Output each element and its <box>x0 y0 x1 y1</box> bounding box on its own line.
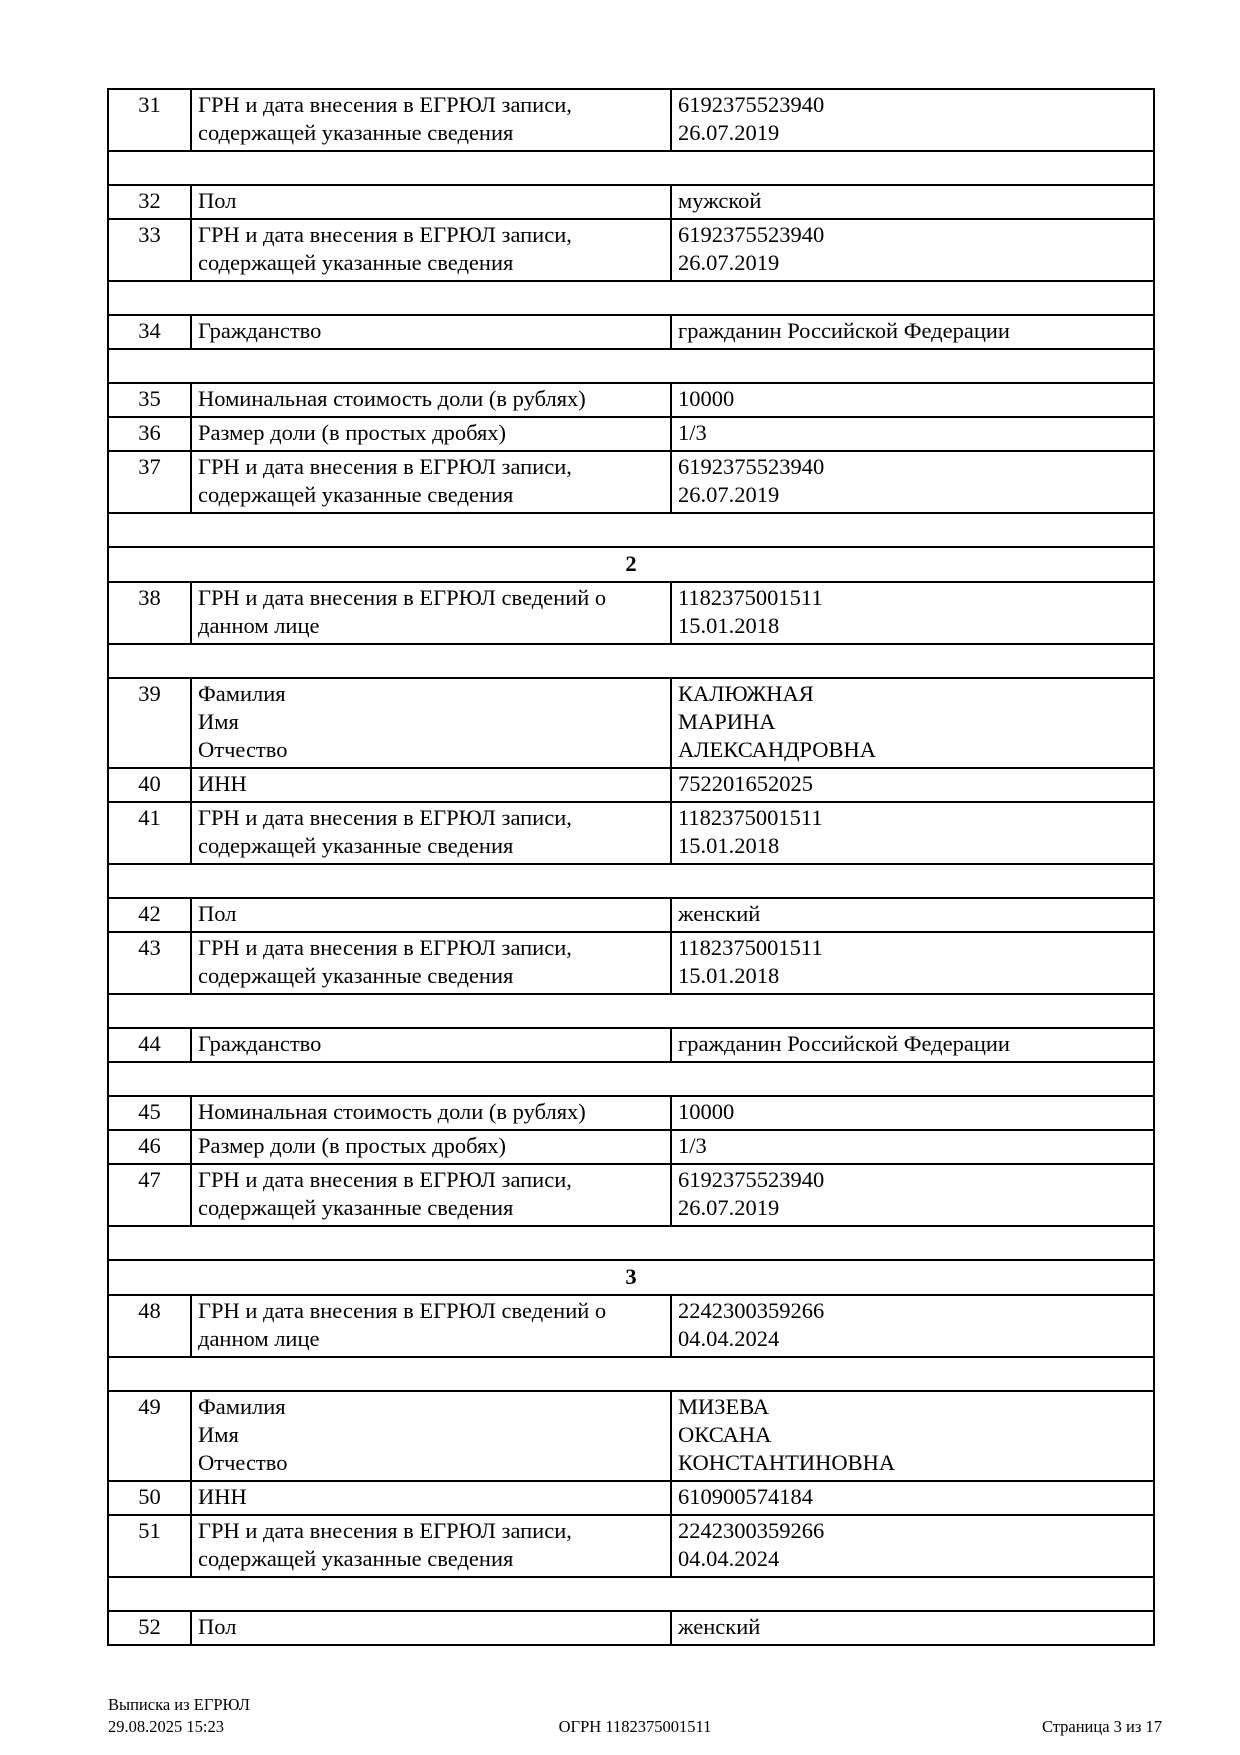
row-label <box>191 1096 671 1130</box>
spacer-cell <box>108 349 1154 383</box>
cell-line: Отчество <box>198 737 288 762</box>
cell-line: 1/3 <box>678 420 707 445</box>
cell-line: ГРН и дата внесения в ЕГРЮЛ сведений о <box>198 1298 607 1323</box>
row-number: 51 <box>108 1515 191 1577</box>
cell-line: Пол <box>198 188 237 213</box>
cell-line: 6192375523940 <box>678 92 825 117</box>
row-value <box>671 1096 1154 1130</box>
cell-line: содержащей указанные сведения <box>198 1546 514 1571</box>
row-value <box>671 1481 1154 1515</box>
row-number: 48 <box>108 1295 191 1357</box>
cell-line: 1182375001511 <box>678 805 823 830</box>
row-label <box>191 1028 671 1062</box>
section-number: 2 <box>108 547 1154 582</box>
section-number: 3 <box>108 1260 1154 1295</box>
table-row-43 <box>108 932 1154 994</box>
row-label <box>191 315 671 349</box>
row-value <box>671 185 1154 219</box>
footer-doc-title: Выписка из ЕГРЮЛ <box>108 1695 250 1714</box>
row-value <box>671 768 1154 802</box>
cell-line: содержащей указанные сведения <box>198 482 514 507</box>
cell-line: Отчество <box>198 1450 288 1475</box>
row-value <box>671 1391 1154 1481</box>
cell-line: ГРН и дата внесения в ЕГРЮЛ записи, <box>198 454 572 479</box>
cell-line: ГРН и дата внесения в ЕГРЮЛ записи, <box>198 805 572 830</box>
cell-line: 15.01.2018 <box>678 833 780 858</box>
row-label <box>191 932 671 994</box>
row-number: 46 <box>108 1130 191 1164</box>
cell-line: Размер доли (в простых дробях) <box>198 1133 507 1158</box>
cell-line: 15.01.2018 <box>678 613 780 638</box>
cell-line: 26.07.2019 <box>678 482 780 507</box>
cell-line: Номинальная стоимость доли (в рублях) <box>198 386 586 411</box>
table-row-47 <box>108 1164 1154 1226</box>
row-label <box>191 219 671 281</box>
table-row-44 <box>108 1028 1154 1062</box>
row-number: 39 <box>108 678 191 768</box>
row-number: 52 <box>108 1611 191 1645</box>
cell-line: Размер доли (в простых дробях) <box>198 420 507 445</box>
row-label <box>191 1515 671 1577</box>
table-row-33 <box>108 219 1154 281</box>
cell-line: МАРИНА <box>678 709 776 734</box>
row-label <box>191 898 671 932</box>
cell-line: 610900574184 <box>678 1484 813 1509</box>
cell-line: 1182375001511 <box>678 585 823 610</box>
cell-line: ГРН и дата внесения в ЕГРЮЛ записи, <box>198 935 572 960</box>
table-row-41 <box>108 802 1154 864</box>
cell-line: ГРН и дата внесения в ЕГРЮЛ записи, <box>198 1167 572 1192</box>
spacer-row <box>108 349 1154 383</box>
cell-line: 6192375523940 <box>678 454 825 479</box>
cell-line: КАЛЮЖНАЯ <box>678 681 814 706</box>
table-row-32 <box>108 185 1154 219</box>
row-value <box>671 1295 1154 1357</box>
cell-line: Фамилия <box>198 1394 286 1419</box>
row-value <box>671 1611 1154 1645</box>
footer-ogrn: ОГРН 1182375001511 <box>558 1717 712 1736</box>
cell-line: гражданин Российской Федерации <box>678 318 1010 343</box>
row-value <box>671 315 1154 349</box>
cell-line: 15.01.2018 <box>678 963 780 988</box>
cell-line: 2242300359266 <box>678 1298 825 1323</box>
row-value <box>671 451 1154 513</box>
row-label <box>191 417 671 451</box>
row-label <box>191 768 671 802</box>
cell-line: Гражданство <box>198 318 322 343</box>
cell-line: 10000 <box>678 1099 735 1124</box>
row-label <box>191 678 671 768</box>
footer-timestamp: 29.08.2025 15:23 <box>108 1717 224 1736</box>
cell-line: мужской <box>678 188 762 213</box>
cell-line: содержащей указанные сведения <box>198 963 514 988</box>
spacer-cell <box>108 644 1154 678</box>
cell-line: гражданин Российской Федерации <box>678 1031 1010 1056</box>
table-row-34 <box>108 315 1154 349</box>
cell-line: Имя <box>198 1422 239 1447</box>
row-number: 50 <box>108 1481 191 1515</box>
cell-line: 26.07.2019 <box>678 120 780 145</box>
row-label <box>191 1295 671 1357</box>
spacer-row <box>108 513 1154 547</box>
spacer-row <box>108 864 1154 898</box>
table-row-42 <box>108 898 1154 932</box>
cell-line: данном лице <box>198 613 320 638</box>
row-number: 40 <box>108 768 191 802</box>
cell-line: КОНСТАНТИНОВНА <box>678 1450 896 1475</box>
row-label <box>191 1130 671 1164</box>
cell-line: ГРН и дата внесения в ЕГРЮЛ записи, <box>198 92 572 117</box>
cell-line: женский <box>678 901 761 926</box>
row-number: 37 <box>108 451 191 513</box>
row-number: 49 <box>108 1391 191 1481</box>
spacer-cell <box>108 513 1154 547</box>
row-number: 31 <box>108 89 191 151</box>
footer-left-block <box>108 1694 1162 1738</box>
section-header-row <box>108 1260 1154 1295</box>
section-header-row <box>108 547 1154 582</box>
cell-line: 04.04.2024 <box>678 1326 780 1351</box>
cell-line: 1182375001511 <box>678 935 823 960</box>
table-row-37 <box>108 451 1154 513</box>
cell-line: содержащей указанные сведения <box>198 250 514 275</box>
cell-line: содержащей указанные сведения <box>198 1195 514 1220</box>
spacer-cell <box>108 864 1154 898</box>
row-number: 47 <box>108 1164 191 1226</box>
cell-line: 752201652025 <box>678 771 813 796</box>
cell-line: 10000 <box>678 386 735 411</box>
table-row-52 <box>108 1611 1154 1645</box>
row-number: 45 <box>108 1096 191 1130</box>
cell-line: содержащей указанные сведения <box>198 833 514 858</box>
footer-page-number: Страница 3 из 17 <box>1041 1717 1162 1736</box>
cell-line: ГРН и дата внесения в ЕГРЮЛ сведений о <box>198 585 607 610</box>
table-row-31 <box>108 89 1154 151</box>
row-number: 43 <box>108 932 191 994</box>
table-row-49 <box>108 1391 1154 1481</box>
table-row-35 <box>108 383 1154 417</box>
cell-line: 26.07.2019 <box>678 250 780 275</box>
row-label <box>191 582 671 644</box>
registry-table-body <box>108 89 1154 1645</box>
spacer-row <box>108 1577 1154 1611</box>
spacer-row <box>108 1062 1154 1096</box>
cell-line: 2242300359266 <box>678 1518 825 1543</box>
spacer-cell <box>108 1577 1154 1611</box>
table-row-36 <box>108 417 1154 451</box>
row-value <box>671 932 1154 994</box>
table-row-51 <box>108 1515 1154 1577</box>
table-row-50 <box>108 1481 1154 1515</box>
cell-line: 26.07.2019 <box>678 1195 780 1220</box>
spacer-cell <box>108 994 1154 1028</box>
row-label <box>191 185 671 219</box>
row-value <box>671 1515 1154 1577</box>
cell-line: Номинальная стоимость доли (в рублях) <box>198 1099 586 1124</box>
cell-line: ОКСАНА <box>678 1422 772 1447</box>
row-value <box>671 802 1154 864</box>
cell-line: МИЗЕВА <box>678 1394 770 1419</box>
row-number: 42 <box>108 898 191 932</box>
row-label <box>191 383 671 417</box>
cell-line: 04.04.2024 <box>678 1546 780 1571</box>
spacer-row <box>108 994 1154 1028</box>
cell-line: АЛЕКСАНДРОВНА <box>678 737 876 762</box>
row-value <box>671 582 1154 644</box>
row-number: 33 <box>108 219 191 281</box>
row-number: 34 <box>108 315 191 349</box>
cell-line: женский <box>678 1614 761 1639</box>
page-footer <box>108 1694 1162 1738</box>
spacer-row <box>108 281 1154 315</box>
row-value <box>671 219 1154 281</box>
table-row-39 <box>108 678 1154 768</box>
table-row-48 <box>108 1295 1154 1357</box>
row-value <box>671 1028 1154 1062</box>
cell-line: Пол <box>198 901 237 926</box>
row-label <box>191 1481 671 1515</box>
row-value <box>671 383 1154 417</box>
table-row-45 <box>108 1096 1154 1130</box>
row-label <box>191 802 671 864</box>
spacer-row <box>108 1357 1154 1391</box>
spacer-row <box>108 1226 1154 1260</box>
cell-line: 6192375523940 <box>678 1167 825 1192</box>
row-number: 38 <box>108 582 191 644</box>
row-number: 41 <box>108 802 191 864</box>
egrul-registry-table <box>107 88 1155 1646</box>
cell-line: Пол <box>198 1614 237 1639</box>
spacer-cell <box>108 281 1154 315</box>
row-number: 35 <box>108 383 191 417</box>
cell-line: содержащей указанные сведения <box>198 120 514 145</box>
cell-line: 1/3 <box>678 1133 707 1158</box>
row-number: 36 <box>108 417 191 451</box>
spacer-cell <box>108 1226 1154 1260</box>
table-row-38 <box>108 582 1154 644</box>
spacer-cell <box>108 1357 1154 1391</box>
cell-line: Имя <box>198 709 239 734</box>
spacer-cell <box>108 151 1154 185</box>
spacer-row <box>108 644 1154 678</box>
spacer-cell <box>108 1062 1154 1096</box>
row-label <box>191 451 671 513</box>
row-value <box>671 898 1154 932</box>
row-label <box>191 1391 671 1481</box>
table-row-46 <box>108 1130 1154 1164</box>
row-value <box>671 417 1154 451</box>
row-value <box>671 1130 1154 1164</box>
row-value <box>671 678 1154 768</box>
row-number: 44 <box>108 1028 191 1062</box>
table-row-40 <box>108 768 1154 802</box>
cell-line: ИНН <box>198 1484 247 1509</box>
cell-line: Фамилия <box>198 681 286 706</box>
row-value <box>671 1164 1154 1226</box>
cell-line: ИНН <box>198 771 247 796</box>
row-label <box>191 1611 671 1645</box>
row-value <box>671 89 1154 151</box>
cell-line: ГРН и дата внесения в ЕГРЮЛ записи, <box>198 1518 572 1543</box>
cell-line: ГРН и дата внесения в ЕГРЮЛ записи, <box>198 222 572 247</box>
row-label <box>191 1164 671 1226</box>
cell-line: данном лице <box>198 1326 320 1351</box>
cell-line: 6192375523940 <box>678 222 825 247</box>
row-label <box>191 89 671 151</box>
row-number: 32 <box>108 185 191 219</box>
spacer-row <box>108 151 1154 185</box>
cell-line: Гражданство <box>198 1031 322 1056</box>
